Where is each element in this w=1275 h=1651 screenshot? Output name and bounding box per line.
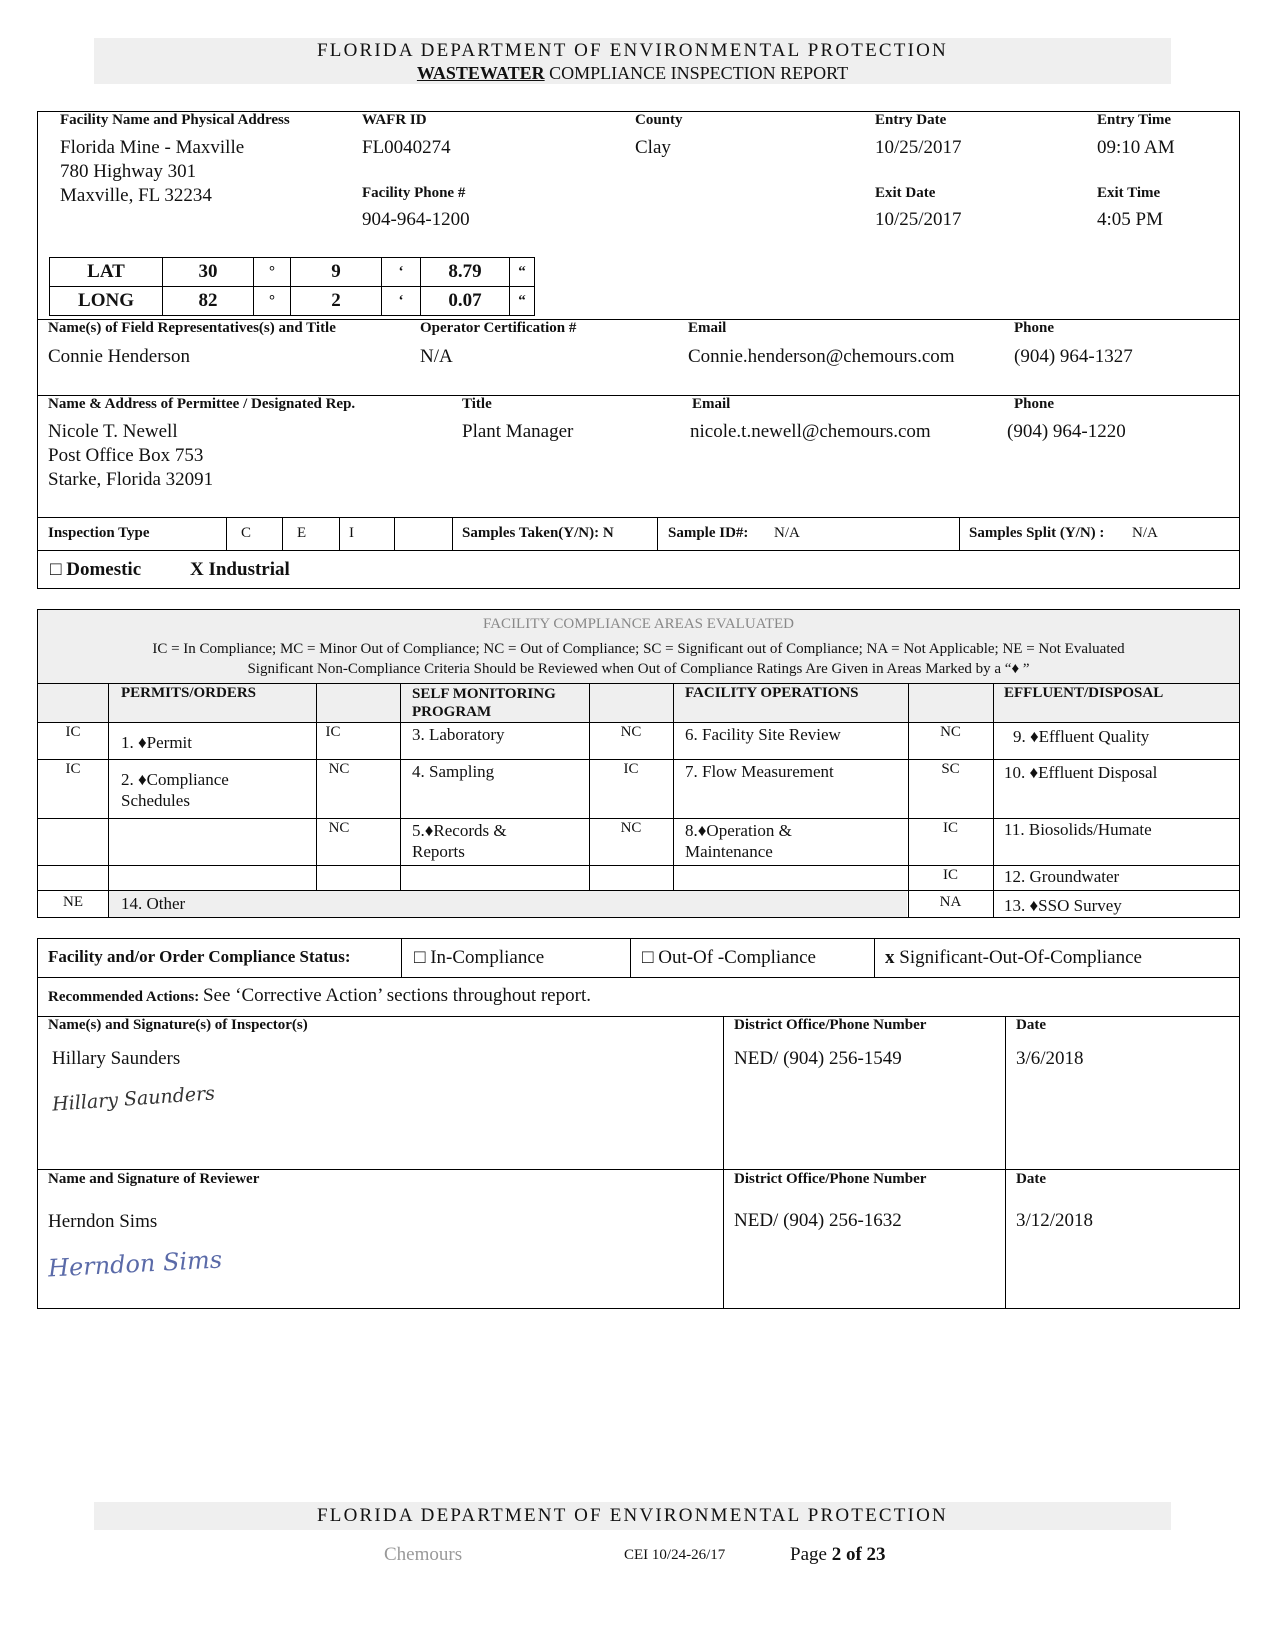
status-significant [885,946,1142,970]
header-self-monitoring: SELF MONITORING PROGRAM [412,686,556,720]
rating-biosolids: IC [943,820,958,836]
footer-ref: CEI 10/24-26/17 [624,1547,726,1563]
significant-label: Significant-Out-Of-Compliance [894,947,1142,968]
rating-laboratory: IC [325,724,341,740]
footer-band [94,1502,1171,1530]
field-rep-phone: (904) 964-1327 [1014,346,1133,367]
entry-date-label: Entry Date [875,112,947,128]
rating-facility-site-review: NC [620,724,642,740]
rating-operation-maintenance: NC [620,820,642,836]
wafr-id-label: WAFR ID [362,112,427,128]
inspector-date-label: Date [1016,1017,1046,1033]
sample-id-label: Sample ID#: [668,525,749,541]
header-permits-orders: PERMITS/ORDERS [121,685,257,701]
reviewer-date: 3/12/2018 [1016,1210,1094,1231]
area-effluent-quality: 9. ♦Effluent Quality [1013,727,1150,746]
reviewer-office: NED/ (904) 256-1632 [734,1210,902,1231]
exit-time: 4:05 PM [1097,209,1163,230]
lat-label: LAT [50,258,163,287]
permittee-address-line2: Starke, Florida 32091 [48,469,214,490]
permittee-phone-label: Phone [1014,396,1055,412]
area-operation-maintenance: 8.♦Operation & Maintenance [685,821,792,861]
inspector-block [37,1016,1240,1170]
long-seconds: 0.07 [421,287,510,316]
area-sampling: 4. Sampling [412,762,495,781]
facility-address-line2: Maxville, FL 32234 [60,185,212,206]
inspection-type-i: I [349,525,354,541]
wafr-id: FL0040274 [362,137,451,158]
facility-phone-label: Facility Phone # [362,185,466,201]
samples-split: N/A [1132,525,1158,541]
status-out-of-compliance: □ Out-Of -Compliance [642,947,816,968]
inspection-type-c: C [241,525,252,541]
lat-degree-mark: ° [254,258,291,287]
permittee-email-label: Email [692,396,731,412]
long-label: LONG [50,287,163,316]
permittee-title: Plant Manager [462,421,574,442]
reviewer-label: Name and Signature of Reviewer [48,1171,260,1187]
field-rep-name: Connie Henderson [48,346,190,367]
industrial-checkbox: X Industrial [190,559,290,580]
county: Clay [635,137,671,158]
rating-groundwater: IC [943,867,958,883]
rating-compliance-schedules: IC [65,761,81,777]
exit-date-label: Exit Date [875,185,936,201]
lat-minutes: 9 [291,258,382,287]
permittee-address-line1: Post Office Box 753 [48,445,204,466]
area-other: 14. Other [121,894,186,913]
reviewer-date-label: Date [1016,1171,1046,1187]
compliance-legend-line1: IC = In Compliance; MC = Minor Out of Compliance; NC = Out of Compliance; SC = Significant out of Compliance; NA = Not Applicable; NE = Not Evaluated [152,641,1125,657]
long-degrees: 82 [163,287,254,316]
compliance-areas-title: FACILITY COMPLIANCE AREAS EVALUATED [483,616,794,632]
facility-phone: 904-964-1200 [362,209,470,230]
rating-effluent-disposal: SC [941,761,960,777]
inspector-label: Name(s) and Signature(s) of Inspector(s) [48,1017,308,1033]
header-effluent-disposal: EFFLUENT/DISPOSAL [1004,685,1164,701]
area-permit: 1. ♦Permit [121,733,193,752]
long-minute-mark: ‘ [382,287,421,316]
area-biosolids: 11. Biosolids/Humate [1004,820,1152,839]
field-rep-email: Connie.henderson@chemours.com [688,346,955,367]
long-row [50,287,535,316]
domestic-checkbox: □ Domestic [50,559,142,580]
lat-degrees: 30 [163,258,254,287]
field-rep-label: Name(s) of Field Representatives(s) and Title [48,320,336,336]
field-rep-phone-label: Phone [1014,320,1055,336]
long-minutes: 2 [291,287,382,316]
long-degree-mark: ° [254,287,291,316]
permittee-name: Nicole T. Newell [48,421,178,442]
samples-taken: Samples Taken(Y/N): N [462,525,614,541]
inspector-office: NED/ (904) 256-1549 [734,1048,902,1069]
rating-sso-survey: NA [939,894,962,910]
rating-other: NE [63,894,83,910]
page-num: 2 [831,1544,842,1565]
operator-cert-label: Operator Certification # [420,320,577,336]
header-facility-operations: FACILITY OPERATIONS [685,685,859,701]
area-laboratory: 3. Laboratory [412,725,505,744]
reviewer-block [37,1169,1240,1309]
permittee-email: nicole.t.newell@chemours.com [690,421,931,442]
compliance-status-label: Facility and/or Order Compliance Status: [48,947,351,966]
rating-flow-measurement: IC [623,761,639,777]
rating-sampling: NC [328,761,350,777]
entry-time-label: Entry Time [1097,112,1172,128]
long-second-mark: “ [510,287,535,316]
footer-facility: Chemours [384,1544,463,1565]
inspection-type-label: Inspection Type [48,525,150,541]
significant-mark: x [885,947,895,968]
facility-address-line1: 780 Highway 301 [60,161,197,182]
facility-name-label: Facility Name and Physical Address [60,112,290,128]
footer-agency: FLORIDA DEPARTMENT OF ENVIRONMENTAL PROTECTION [317,1505,948,1526]
report-header [94,38,1171,84]
page-total: 23 [866,1544,886,1565]
page-of: of [841,1544,867,1565]
lat-minute-mark: ‘ [382,258,421,287]
entry-date: 10/25/2017 [875,137,962,158]
report-type [94,63,1171,83]
exit-date: 10/25/2017 [875,209,962,230]
area-records-reports: 5.♦Records & Reports [412,821,507,861]
page-prefix: Page [790,1544,832,1565]
area-sso-survey: 13. ♦SSO Survey [1004,896,1122,915]
sample-id: N/A [774,525,800,541]
entry-time: 09:10 AM [1097,137,1175,158]
page-number [790,1543,886,1567]
permittee-title-label: Title [462,396,492,412]
permittee-phone: (904) 964-1220 [1007,421,1126,442]
report-type-rest: COMPLIANCE INSPECTION REPORT [544,63,849,83]
compliance-legend-line2: Significant Non-Compliance Criteria Should be Reviewed when Out of Compliance Ratings Are Given in Areas Marked by a “♦ ” [247,661,1030,677]
rating-effluent-quality: NC [940,724,961,740]
operator-cert: N/A [420,346,453,367]
field-rep-email-label: Email [688,320,727,336]
lat-seconds: 8.79 [421,258,510,287]
lat-long-table [49,257,535,316]
lat-row [50,258,535,287]
reviewer-name: Herndon Sims [48,1211,158,1232]
reviewer-office-label: District Office/Phone Number [734,1171,927,1187]
area-compliance-schedules: 2. ♦Compliance Schedules [121,770,229,810]
inspector-signature: Hillary Saunders [51,1082,216,1116]
recommended-actions-label: Recommended Actions: [48,989,203,1005]
status-in-compliance: □ In-Compliance [414,947,545,968]
permittee-block [37,395,1240,518]
lat-second-mark: “ [510,258,535,287]
reviewer-signature: Herndon Sims [47,1245,223,1283]
area-flow-measurement: 7. Flow Measurement [685,762,834,781]
area-facility-site-review: 6. Facility Site Review [685,725,841,744]
area-effluent-disposal: 10. ♦Effluent Disposal [1004,763,1158,782]
inspector-date: 3/6/2018 [1016,1048,1084,1069]
inspector-name: Hillary Saunders [52,1048,181,1069]
inspector-office-label: District Office/Phone Number [734,1017,927,1033]
rating-records-reports: NC [328,820,350,836]
permittee-label: Name & Address of Permittee / Designated Rep. [48,396,356,412]
area-groundwater: 12. Groundwater [1004,867,1120,886]
report-type-emph: WASTEWATER [416,63,545,83]
exit-time-label: Exit Time [1097,185,1161,201]
rating-permit: IC [65,724,81,740]
recommended-actions-text: See ‘Corrective Action’ sections throughout report. [202,985,591,1006]
facility-name: Florida Mine - Maxville [60,137,245,158]
agency-title: FLORIDA DEPARTMENT OF ENVIRONMENTAL PROTECTION [317,40,948,61]
recommended-actions [48,985,591,1007]
samples-split-label: Samples Split (Y/N) : [969,525,1105,541]
county-label: County [635,112,683,128]
inspection-type-e: E [297,525,307,541]
